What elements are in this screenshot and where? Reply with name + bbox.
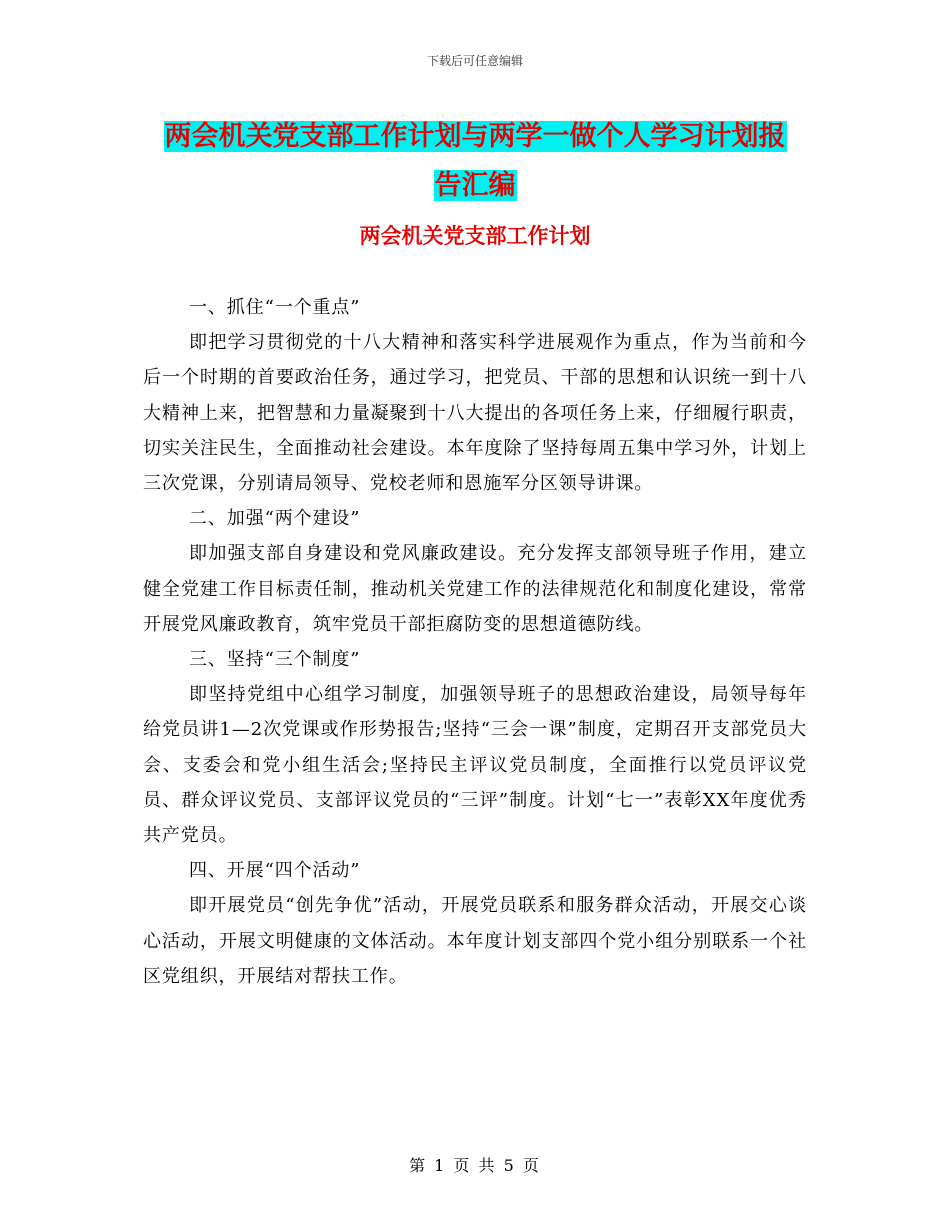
document-title-line-1: 两会机关党支部工作计划与两学一做个人学习计划报 bbox=[164, 121, 786, 152]
paragraph-4: 即开展党员“创先争优”活动，开展党员联系和服务群众活动，开展交心谈心活动，开展文明健康的文体活动。本年度计划支部四个党小组分别联系一个社区党组织，开展结对帮扶工作。 bbox=[143, 895, 807, 987]
page-header-note: 下载后可任意编辑 bbox=[426, 54, 523, 68]
document-title-line-2: 告汇编 bbox=[434, 170, 516, 201]
paragraph-2: 即加强支部自身建设和党风廉政建设。充分发挥支部领导班子作用，建立健全党建工作目标责任制，推动机关党建工作的法律规范化和制度化建设，常常开展党风廉政教育，筑牢党员干部拒腐防变的思想道德防线。 bbox=[143, 543, 807, 635]
document-title bbox=[140, 112, 810, 210]
section-heading-3: 三、坚持“三个制度” bbox=[189, 649, 361, 671]
paragraph-3: 即坚持党组中心组学习制度，加强领导班子的思想政治建设，局领导每年给党员讲1—2次党课或作形势报告;坚持“三会一课”制度，定期召开支部党员大会、支委会和党小组生活会;坚持民主评议党员制度，全面推行以党员评议党员、群众评议党员、支部评议党员的“三评”制度。计划“七一”表彰XX年度优秀共产党员。 bbox=[143, 684, 807, 847]
section-title: 两会机关党支部工作计划 bbox=[359, 224, 591, 248]
section-heading-2: 二、加强“两个建设” bbox=[189, 508, 361, 530]
paragraph-1: 即把学习贯彻党的十八大精神和落实科学进展观作为重点，作为当前和今后一个时期的首要政治任务，通过学习，把党员、干部的思想和认识统一到十八大精神上来，把智慧和力量凝聚到十八大提出的各项任务上来，仔细履行职责，切实关注民生，全面推动社会建设。本年度除了坚持每周五集中学习外，计划上三次党课，分别请局领导、党校老师和恩施军分区领导讲课。 bbox=[143, 332, 807, 495]
section-heading-4: 四、开展“四个活动” bbox=[189, 860, 361, 882]
page-number-footer: 第 1 页 共 5 页 bbox=[409, 1156, 541, 1175]
document-body bbox=[143, 290, 807, 994]
section-heading-1: 一、抓住“一个重点” bbox=[189, 297, 361, 318]
